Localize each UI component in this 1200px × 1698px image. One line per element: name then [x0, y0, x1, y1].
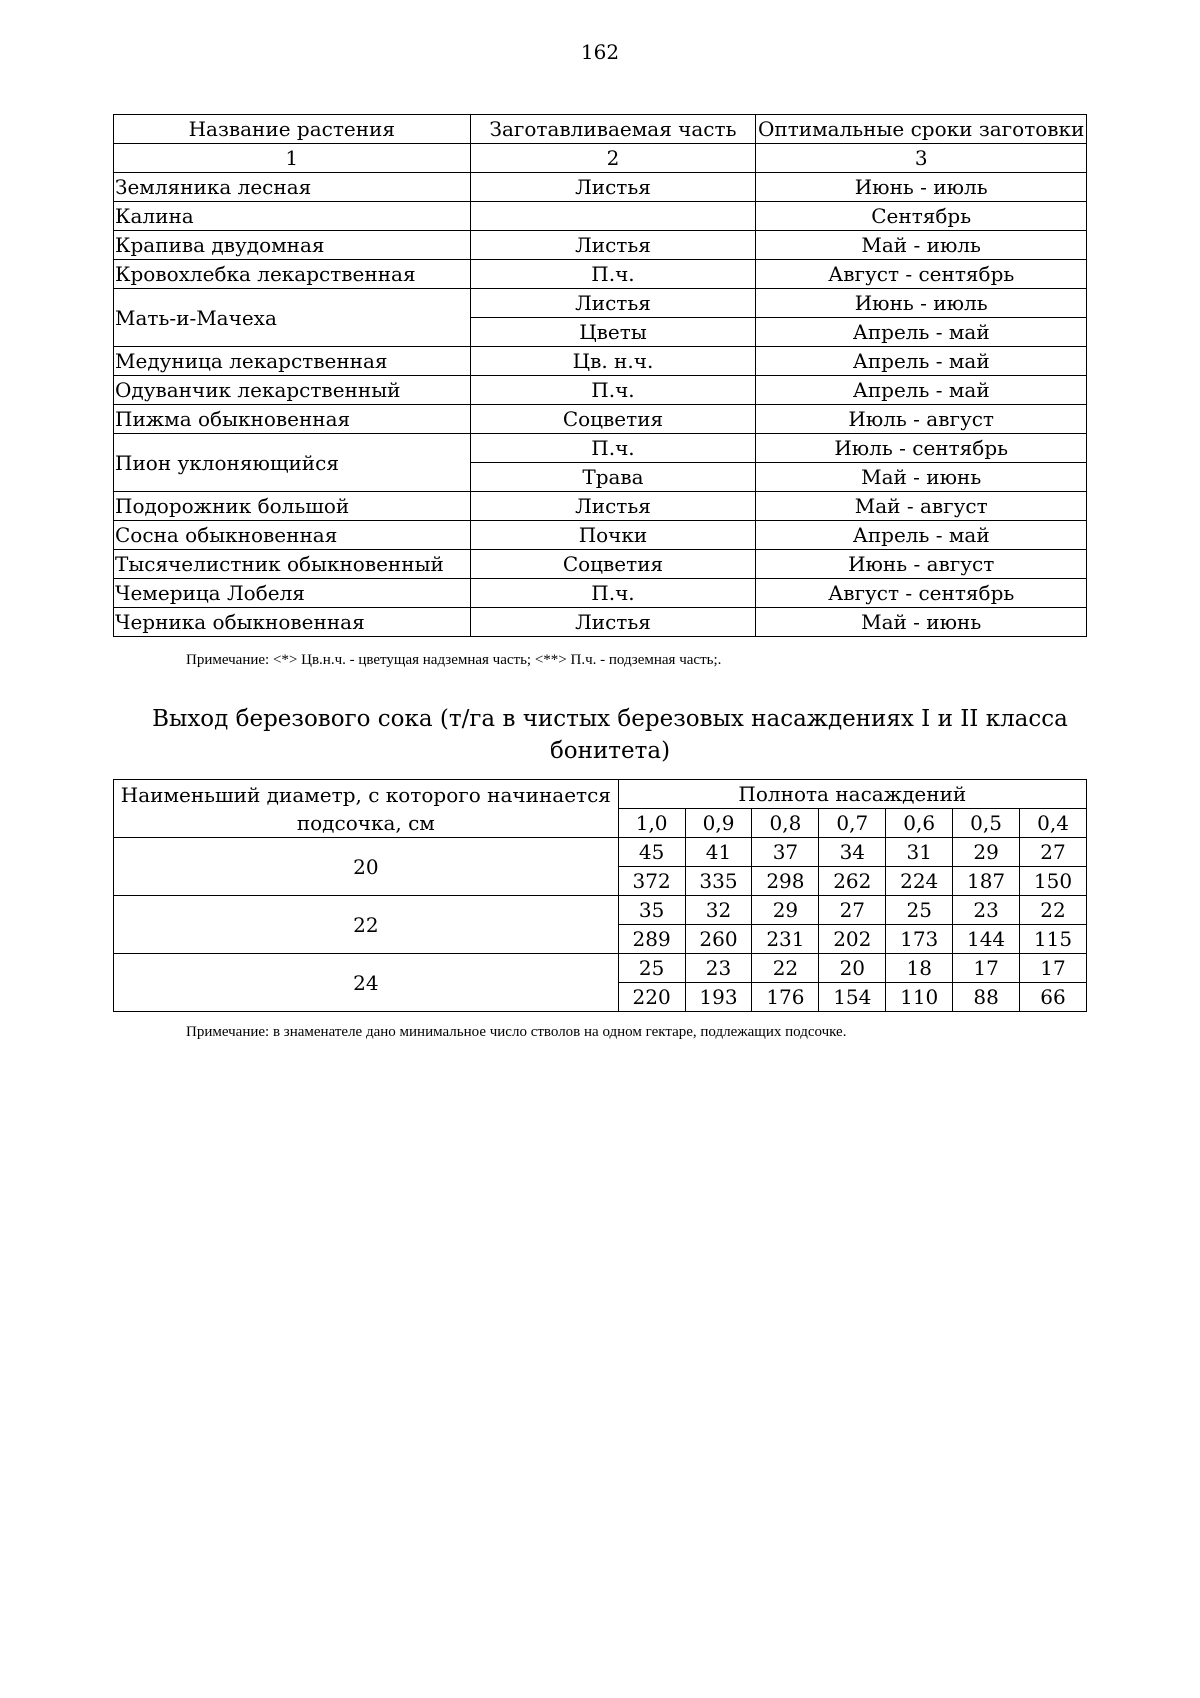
- plant-name: Черника обыкновенная: [114, 608, 471, 637]
- harvest-period: Июнь - июль: [756, 289, 1087, 318]
- trunk-count-cell: 154: [819, 983, 886, 1012]
- density-value: 0,5: [953, 809, 1020, 838]
- table-row: [114, 231, 1087, 260]
- plants-harvest-table: [113, 114, 1087, 637]
- diameter-cell: 24: [114, 954, 619, 1012]
- harvested-part: Листья: [470, 231, 756, 260]
- plant-name: Мать-и-Мачеха: [114, 289, 471, 347]
- column-number: 1: [114, 144, 471, 173]
- harvested-part: Почки: [470, 521, 756, 550]
- harvested-part: Листья: [470, 173, 756, 202]
- sap-yield-cell: 27: [1020, 838, 1087, 867]
- sap-yield-cell: 29: [953, 838, 1020, 867]
- harvested-part: [470, 202, 756, 231]
- plants-table-note: Примечание: <*> Цв.н.ч. - цветущая надземная часть; <**> П.ч. - подземная часть;.: [186, 652, 722, 668]
- trunk-count-cell: 110: [886, 983, 953, 1012]
- plant-name: Подорожник большой: [114, 492, 471, 521]
- sap-yield-cell: 25: [886, 896, 953, 925]
- sap-yield-cell: 17: [1020, 954, 1087, 983]
- harvest-period: Апрель - май: [756, 521, 1087, 550]
- plant-name: Тысячелистник обыкновенный: [114, 550, 471, 579]
- trunk-count-cell: 88: [953, 983, 1020, 1012]
- trunk-count-cell: 193: [685, 983, 752, 1012]
- table-row: [114, 579, 1087, 608]
- plant-name: Крапива двудомная: [114, 231, 471, 260]
- trunk-count-cell: 289: [618, 925, 685, 954]
- table-header-row: [114, 115, 1087, 144]
- table-row: [114, 521, 1087, 550]
- sap-yield-cell: 34: [819, 838, 886, 867]
- table-row: [114, 608, 1087, 637]
- trunk-count-cell: 372: [618, 867, 685, 896]
- header-harvest-period: Оптимальные сроки заготовки: [756, 115, 1087, 144]
- sap-table-note: Примечание: в знаменателе дано минимальное число стволов на одном гектаре, подлежащих подсочке.: [186, 1024, 847, 1040]
- harvest-period: Май - июнь: [756, 463, 1087, 492]
- harvested-part: П.ч.: [470, 260, 756, 289]
- sap-yield-cell: 37: [752, 838, 819, 867]
- plant-name: Пион уклоняющийся: [114, 434, 471, 492]
- plant-name: Земляника лесная: [114, 173, 471, 202]
- page-number: 162: [580, 40, 620, 64]
- trunk-count-cell: 224: [886, 867, 953, 896]
- trunk-count-cell: 220: [618, 983, 685, 1012]
- harvest-period: Май - июнь: [756, 608, 1087, 637]
- sap-yield-cell: 29: [752, 896, 819, 925]
- harvest-period: Май - август: [756, 492, 1087, 521]
- sap-yield-cell: 22: [1020, 896, 1087, 925]
- header-density: Полнота насаждений: [618, 780, 1086, 809]
- harvested-part: Соцветия: [470, 550, 756, 579]
- harvested-part: Цветы: [470, 318, 756, 347]
- sap-yield-cell: 23: [685, 954, 752, 983]
- table-row: [114, 550, 1087, 579]
- harvest-period: Апрель - май: [756, 347, 1087, 376]
- harvest-period: Август - сентябрь: [756, 260, 1087, 289]
- harvested-part: П.ч.: [470, 579, 756, 608]
- sap-yield-cell: 17: [953, 954, 1020, 983]
- trunk-count-cell: 173: [886, 925, 953, 954]
- table-row: [114, 434, 1087, 463]
- density-value: 0,8: [752, 809, 819, 838]
- birch-sap-table: [113, 779, 1087, 1012]
- harvest-period: Апрель - май: [756, 376, 1087, 405]
- trunk-count-cell: 262: [819, 867, 886, 896]
- trunk-count-cell: 260: [685, 925, 752, 954]
- trunk-count-cell: 335: [685, 867, 752, 896]
- table-row: [114, 896, 1087, 925]
- plant-name: Калина: [114, 202, 471, 231]
- header-diameter: Наименьший диаметр, с которого начинается подсочка, см: [114, 780, 619, 838]
- trunk-count-cell: 176: [752, 983, 819, 1012]
- table-row: [114, 492, 1087, 521]
- sap-yield-cell: 31: [886, 838, 953, 867]
- density-value: 1,0: [618, 809, 685, 838]
- header-plant-name: Название растения: [114, 115, 471, 144]
- harvest-period: Апрель - май: [756, 318, 1087, 347]
- column-number: 2: [470, 144, 756, 173]
- table-row: [114, 376, 1087, 405]
- table-row: [114, 838, 1087, 867]
- harvest-period: Июль - сентябрь: [756, 434, 1087, 463]
- trunk-count-cell: 115: [1020, 925, 1087, 954]
- table-row: [114, 202, 1087, 231]
- trunk-count-cell: 298: [752, 867, 819, 896]
- density-value: 0,9: [685, 809, 752, 838]
- trunk-count-cell: 231: [752, 925, 819, 954]
- trunk-count-cell: 144: [953, 925, 1020, 954]
- trunk-count-cell: 150: [1020, 867, 1087, 896]
- header-harvested-part: Заготавливаемая часть: [470, 115, 756, 144]
- sap-yield-cell: 35: [618, 896, 685, 925]
- plant-name: Кровохлебка лекарственная: [114, 260, 471, 289]
- table-row: [114, 289, 1087, 318]
- sap-yield-cell: 45: [618, 838, 685, 867]
- sap-yield-cell: 25: [618, 954, 685, 983]
- trunk-count-cell: 187: [953, 867, 1020, 896]
- table-row: [114, 260, 1087, 289]
- sap-yield-cell: 20: [819, 954, 886, 983]
- sap-table-title: Выход березового сока (т/га в чистых березовых насаждениях I и II класса бонитета): [152, 706, 1068, 764]
- column-number-row: [114, 144, 1087, 173]
- harvested-part: Листья: [470, 608, 756, 637]
- table-row: [114, 954, 1087, 983]
- sap-yield-cell: 23: [953, 896, 1020, 925]
- column-number: 3: [756, 144, 1087, 173]
- plant-name: Сосна обыкновенная: [114, 521, 471, 550]
- plant-name: Одуванчик лекарственный: [114, 376, 471, 405]
- harvest-period: Июль - август: [756, 405, 1087, 434]
- trunk-count-cell: 66: [1020, 983, 1087, 1012]
- harvested-part: Листья: [470, 492, 756, 521]
- harvested-part: П.ч.: [470, 434, 756, 463]
- harvested-part: Соцветия: [470, 405, 756, 434]
- table-row: [114, 405, 1087, 434]
- sap-yield-cell: 32: [685, 896, 752, 925]
- diameter-cell: 22: [114, 896, 619, 954]
- harvested-part: Цв. н.ч.: [470, 347, 756, 376]
- plant-name: Медуница лекарственная: [114, 347, 471, 376]
- table-row: [114, 347, 1087, 376]
- harvested-part: П.ч.: [470, 376, 756, 405]
- harvested-part: Листья: [470, 289, 756, 318]
- harvest-period: Сентябрь: [756, 202, 1087, 231]
- plant-name: Пижма обыкновенная: [114, 405, 471, 434]
- table-row: [114, 173, 1087, 202]
- density-value: 0,7: [819, 809, 886, 838]
- table-header-row: [114, 780, 1087, 809]
- harvest-period: Август - сентябрь: [756, 579, 1087, 608]
- density-value: 0,6: [886, 809, 953, 838]
- trunk-count-cell: 202: [819, 925, 886, 954]
- sap-yield-cell: 41: [685, 838, 752, 867]
- plant-name: Чемерица Лобеля: [114, 579, 471, 608]
- sap-yield-cell: 27: [819, 896, 886, 925]
- harvest-period: Июнь - август: [756, 550, 1087, 579]
- harvested-part: Трава: [470, 463, 756, 492]
- sap-yield-cell: 22: [752, 954, 819, 983]
- harvest-period: Май - июль: [756, 231, 1087, 260]
- harvest-period: Июнь - июль: [756, 173, 1087, 202]
- density-value: 0,4: [1020, 809, 1087, 838]
- diameter-cell: 20: [114, 838, 619, 896]
- sap-yield-cell: 18: [886, 954, 953, 983]
